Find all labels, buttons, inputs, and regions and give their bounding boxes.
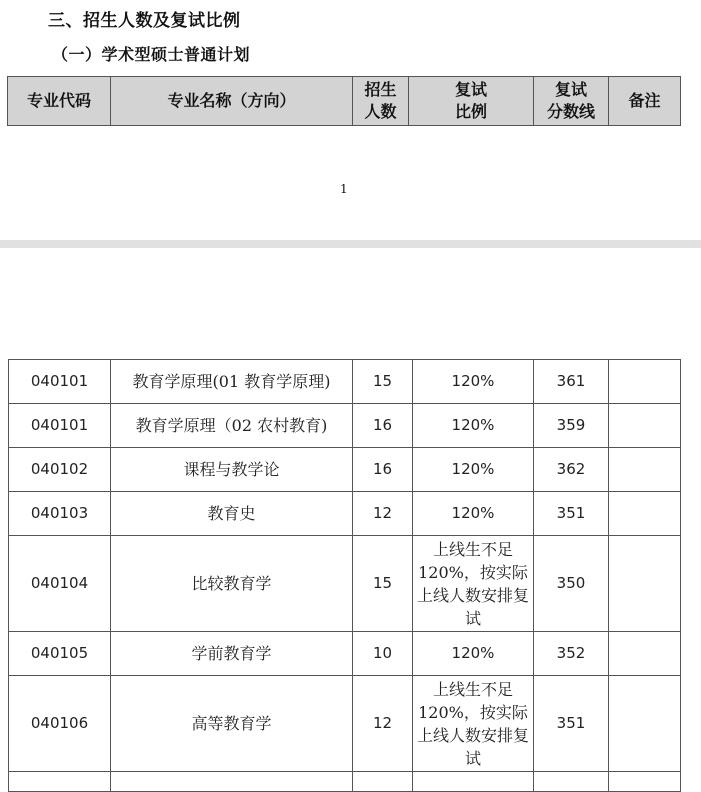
cell-ratio: 上线生不足120%，按实际上线人数安排复试 (413, 676, 534, 772)
page-number: 1 (340, 182, 348, 196)
cell-score: 352 (534, 632, 609, 676)
cell-score: 351 (534, 676, 609, 772)
header-name: 专业名称（方向） (111, 77, 353, 126)
cell-ratio: 上线生不足120%，按实际上线人数安排复试 (413, 536, 534, 632)
header-row (8, 77, 681, 126)
table-row-cut-off (9, 772, 681, 792)
cell-score: 361 (534, 360, 609, 404)
cell-ratio: 120% (413, 448, 534, 492)
table-row (9, 492, 681, 536)
table-row (9, 360, 681, 404)
cell-code: 040102 (9, 448, 111, 492)
cell-ratio: 120% (413, 632, 534, 676)
cell-note (609, 360, 681, 404)
header-ratio: 复试 比例 (409, 77, 534, 126)
cell-code: 040103 (9, 492, 111, 536)
cell-count: 16 (353, 404, 413, 448)
cell-code: 040105 (9, 632, 111, 676)
cell-note (609, 632, 681, 676)
table-row (9, 404, 681, 448)
cell-note (609, 536, 681, 632)
subsection-title: （一）学术型硕士普通计划 (52, 45, 251, 64)
cell-count: 12 (353, 492, 413, 536)
cell-code: 040101 (9, 360, 111, 404)
cell-note (609, 676, 681, 772)
cell-name: 课程与教学论 (111, 448, 353, 492)
table-row (9, 448, 681, 492)
table-body (8, 359, 681, 792)
cell-ratio: 120% (413, 492, 534, 536)
section-title: 三、招生人数及复试比例 (48, 11, 241, 31)
header-code: 专业代码 (8, 77, 111, 126)
table-header (7, 76, 681, 126)
cell-name: 比较教育学 (111, 536, 353, 632)
page-separator (0, 240, 701, 248)
cell-note (609, 448, 681, 492)
header-score: 复试 分数线 (534, 77, 609, 126)
cell-score: 359 (534, 404, 609, 448)
cell-code: 040101 (9, 404, 111, 448)
cell-note (609, 404, 681, 448)
header-count: 招生 人数 (353, 77, 409, 126)
page-1 (0, 0, 701, 240)
table-row (9, 632, 681, 676)
cell-ratio: 120% (413, 360, 534, 404)
cell-name: 学前教育学 (111, 632, 353, 676)
cell-code: 040104 (9, 536, 111, 632)
cell-count: 10 (353, 632, 413, 676)
header-note: 备注 (609, 77, 681, 126)
cell-ratio: 120% (413, 404, 534, 448)
cell-count: 12 (353, 676, 413, 772)
table-row (9, 536, 681, 632)
cell-note (609, 492, 681, 536)
cell-count: 15 (353, 536, 413, 632)
table-row (9, 676, 681, 772)
cell-count: 16 (353, 448, 413, 492)
cell-score: 350 (534, 536, 609, 632)
cell-name: 教育史 (111, 492, 353, 536)
cell-code: 040106 (9, 676, 111, 772)
cell-count: 15 (353, 360, 413, 404)
cell-name: 教育学原理(01 教育学原理) (111, 360, 353, 404)
cell-score: 362 (534, 448, 609, 492)
cell-score: 351 (534, 492, 609, 536)
cell-name: 教育学原理（02 农村教育) (111, 404, 353, 448)
cell-name: 高等教育学 (111, 676, 353, 772)
